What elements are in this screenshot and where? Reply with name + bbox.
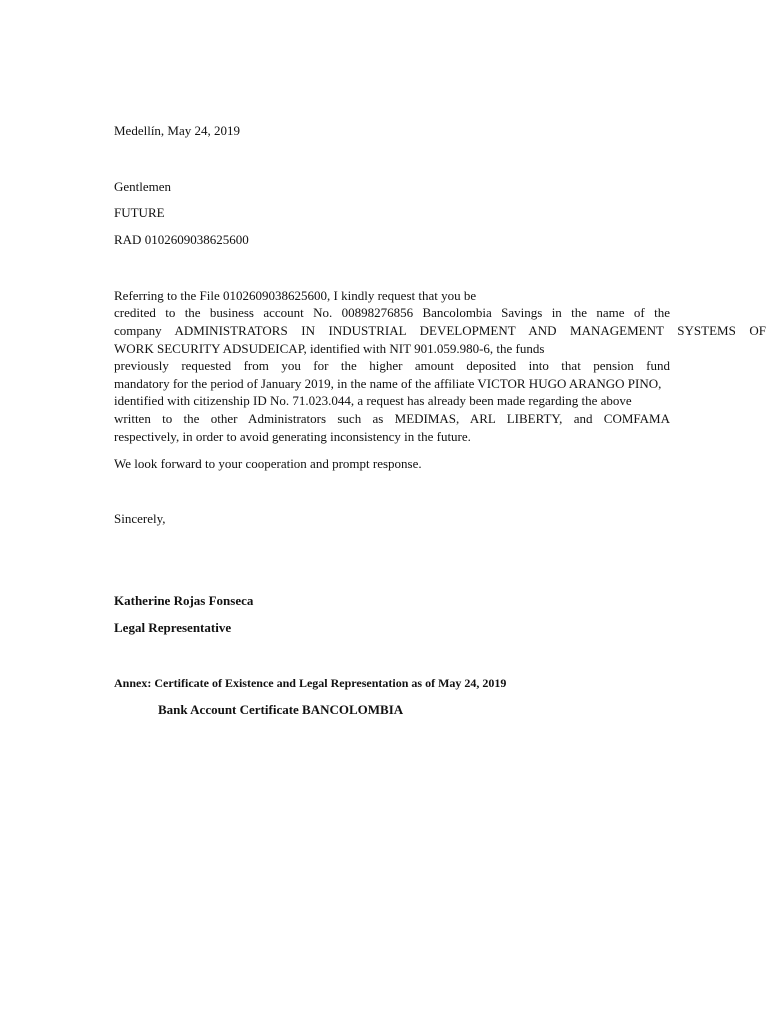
salutation: Gentlemen [114, 179, 172, 194]
annex-item: Bank Account Certificate BANCOLOMBIA [158, 702, 404, 717]
closing-paragraph: We look forward to your cooperation and prompt response. [114, 456, 422, 471]
annex-label: Annex: Certificate of Existence and Legal Representation as of May 24, 2019 [114, 676, 507, 690]
signer-name: Katherine Rojas Fonseca [114, 593, 254, 608]
body-line-5: previously requested from you for the higher amount deposited into that pension fund [114, 358, 670, 373]
body-line-6: mandatory for the period of January 2019, in the name of the affiliate VICTOR HUGO ARANGO PINO, [114, 376, 662, 391]
body-line-8: written to the other Administrators such as MEDIMAS, ARL LIBERTY, and COMFAMA [114, 411, 670, 426]
body-line-1: Referring to the File 0102609038625600, I kindly request that you be [114, 288, 477, 303]
body-line-7: identified with citizenship ID No. 71.023.044, a request has already been made regarding the above [114, 393, 632, 408]
body-line-9: respectively, in order to avoid generating inconsistency in the future. [114, 429, 471, 444]
place-date: Medellín, May 24, 2019 [114, 123, 241, 138]
signer-title: Legal Representative [114, 620, 232, 635]
recipient: FUTURE [114, 205, 165, 220]
closing: Sincerely, [114, 511, 166, 526]
reference: RAD 0102609038625600 [114, 232, 249, 247]
body-line-2: credited to the business account No. 00898276856 Bancolombia Savings in the name of the [114, 305, 670, 320]
body-line-3: company ADMINISTRATORS IN INDUSTRIAL DEVELOPMENT AND MANAGEMENT SYSTEMS OF [114, 323, 766, 338]
body-line-4: WORK SECURITY ADSUDEICAP, identified with NIT 901.059.980-6, the funds [114, 341, 545, 356]
